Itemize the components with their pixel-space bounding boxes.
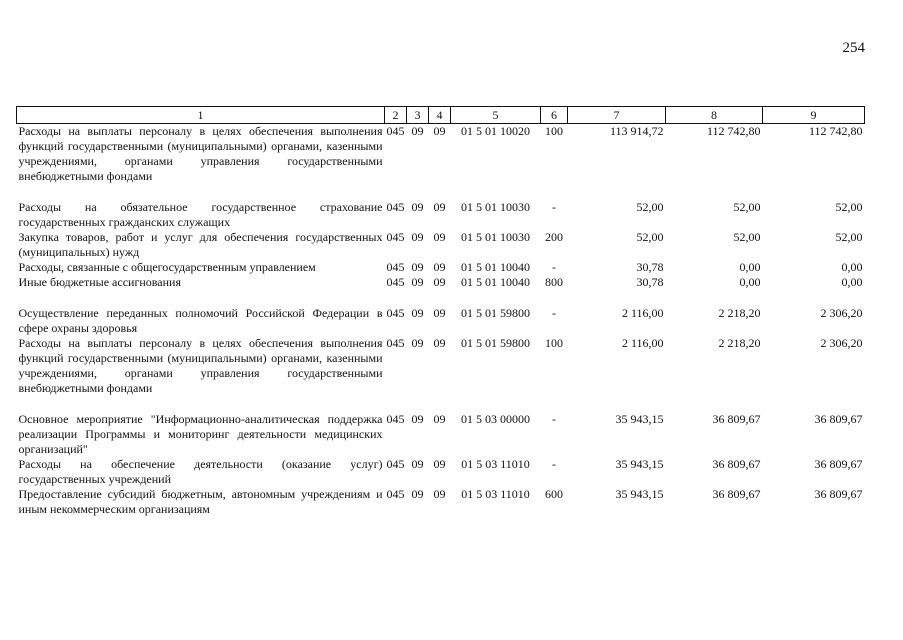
row-vr: 600: [545, 487, 563, 501]
row-gr: 045: [386, 336, 405, 350]
row-name: Основное мероприятие "Информационно-аналитическая поддержка реализации Программы и мониторинг деятельности медицинских организаций": [18, 412, 383, 456]
row-y1: 52,00: [636, 230, 664, 244]
row-vr: -: [552, 457, 556, 471]
row-vr: 100: [545, 124, 563, 138]
row-gr: 045: [386, 457, 405, 471]
row-y3: 112 742,80: [808, 124, 863, 138]
row-vr: -: [552, 306, 556, 320]
row-name: Закупка товаров, работ и услуг для обеспечения государственных (муниципальных) нужд: [18, 230, 383, 259]
row-csr: 01 5 01 10020: [461, 124, 530, 138]
row-y1: 52,00: [636, 200, 664, 214]
table-row: [17, 336, 865, 396]
row-rz: 09: [411, 124, 424, 138]
row-name: Расходы на обязательное государственное страхование государственных гражданских служащих: [18, 200, 383, 229]
row-csr: 01 5 01 10030: [461, 230, 530, 244]
row-y1: 2 116,00: [621, 336, 664, 350]
row-y2: 112 742,80: [706, 124, 761, 138]
row-rz: 09: [411, 230, 424, 244]
row-gr: 045: [386, 275, 405, 289]
row-pr: 09: [433, 336, 446, 350]
row-pr: 09: [433, 200, 446, 214]
row-gr: 045: [386, 200, 405, 214]
row-y3: 36 809,67: [814, 412, 863, 426]
row-y3: 52,00: [835, 230, 863, 244]
row-csr: 01 5 01 59800: [461, 336, 530, 350]
row-y1: 2 116,00: [621, 306, 664, 320]
row-y1: 30,78: [636, 275, 664, 289]
row-y3: 36 809,67: [814, 487, 863, 501]
row-rz: 09: [411, 306, 424, 320]
row-vr: -: [552, 200, 556, 214]
row-csr: 01 5 03 11010: [461, 457, 530, 471]
table-row: [17, 230, 865, 260]
row-pr: 09: [433, 230, 446, 244]
row-pr: 09: [433, 275, 446, 289]
row-name: Расходы на выплаты персоналу в целях обеспечения выполнения функций государственными (муниципальными) органами, казенными учреждениями, органами управления государственными внебюджетными фондами: [18, 124, 383, 183]
row-y3: 36 809,67: [814, 457, 863, 471]
row-rz: 09: [411, 412, 424, 426]
row-name: Иные бюджетные ассигнования: [18, 275, 181, 289]
row-y3: 0,00: [841, 275, 863, 289]
row-csr: 01 5 01 10040: [461, 275, 530, 289]
row-y2: 36 809,67: [712, 412, 761, 426]
row-y2: 52,00: [733, 230, 761, 244]
row-pr: 09: [433, 306, 446, 320]
header-row: [17, 107, 865, 124]
header-cell: 6: [541, 107, 568, 124]
table-row: [17, 200, 865, 230]
row-pr: 09: [433, 457, 446, 471]
row-y2: 52,00: [733, 200, 761, 214]
row-rz: 09: [411, 487, 424, 501]
table-row: [17, 260, 865, 275]
row-pr: 09: [433, 412, 446, 426]
row-rz: 09: [411, 275, 424, 289]
row-pr: 09: [433, 124, 446, 138]
row-name: Расходы на обеспечение деятельности (оказание услуг) государственных учреждений: [18, 457, 383, 486]
spacer-row: [17, 184, 865, 200]
row-y3: 0,00: [841, 260, 863, 274]
table-row: [17, 124, 865, 185]
row-vr: -: [552, 260, 556, 274]
spacer-row: [17, 290, 865, 306]
header-cell: 5: [451, 107, 541, 124]
row-gr: 045: [386, 412, 405, 426]
row-name: Расходы на выплаты персоналу в целях обеспечения выполнения функций государственными (муниципальными) органами, казенными учреждениями, органами управления государственными внебюджетными фондами: [18, 336, 383, 395]
header-cell: 2: [385, 107, 407, 124]
row-y2: 36 809,67: [712, 457, 761, 471]
row-y1: 35 943,15: [615, 412, 664, 426]
row-y2: 0,00: [739, 275, 761, 289]
row-y2: 0,00: [739, 260, 761, 274]
header-cell: 7: [568, 107, 666, 124]
row-rz: 09: [411, 260, 424, 274]
table-row: [17, 275, 865, 290]
row-name: Предоставление субсидий бюджетным, автономным учреждениям и иным некоммерческим организациям: [18, 487, 383, 516]
row-y2: 36 809,67: [712, 487, 761, 501]
header-cell: 8: [666, 107, 763, 124]
row-y3: 2 306,20: [820, 336, 863, 350]
row-y1: 30,78: [636, 260, 664, 274]
header-cell: 9: [763, 107, 865, 124]
row-name: Расходы, связанные с общегосударственным управлением: [18, 260, 316, 274]
row-rz: 09: [411, 200, 424, 214]
row-csr: 01 5 03 00000: [461, 412, 530, 426]
row-gr: 045: [386, 124, 405, 138]
header-cell: 1: [17, 107, 385, 124]
page-number: 254: [842, 40, 865, 56]
row-name: Осуществление переданных полномочий Российской Федерации в сфере охраны здоровья: [18, 306, 383, 335]
row-csr: 01 5 01 10040: [461, 260, 530, 274]
budget-table: [16, 106, 865, 517]
row-pr: 09: [433, 487, 446, 501]
row-y1: 113 914,72: [609, 124, 664, 138]
row-y2: 2 218,20: [718, 306, 761, 320]
row-y1: 35 943,15: [615, 487, 664, 501]
header-cell: 3: [407, 107, 429, 124]
row-rz: 09: [411, 336, 424, 350]
header-cell: 4: [429, 107, 451, 124]
row-pr: 09: [433, 260, 446, 274]
row-gr: 045: [386, 487, 405, 501]
row-vr: 800: [545, 275, 563, 289]
row-vr: 200: [545, 230, 563, 244]
row-csr: 01 5 01 59800: [461, 306, 530, 320]
spacer-row: [17, 396, 865, 412]
row-vr: -: [552, 412, 556, 426]
row-csr: 01 5 03 11010: [461, 487, 530, 501]
row-y1: 35 943,15: [615, 457, 664, 471]
table-row: [17, 412, 865, 457]
row-gr: 045: [386, 306, 405, 320]
table-row: [17, 457, 865, 487]
row-y2: 2 218,20: [718, 336, 761, 350]
row-rz: 09: [411, 457, 424, 471]
row-csr: 01 5 01 10030: [461, 200, 530, 214]
table-row: [17, 306, 865, 336]
table-row: [17, 487, 865, 517]
row-y3: 2 306,20: [820, 306, 863, 320]
row-vr: 100: [545, 336, 563, 350]
row-gr: 045: [386, 260, 405, 274]
row-gr: 045: [386, 230, 405, 244]
row-y3: 52,00: [835, 200, 863, 214]
